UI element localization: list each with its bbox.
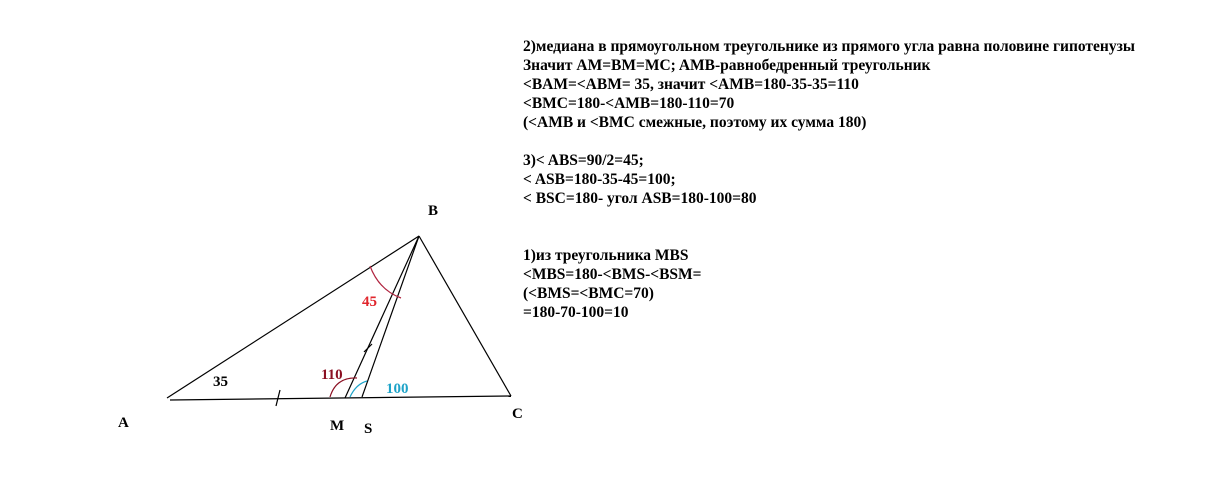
solution-line-1-3: (<BMS=<BMC=70): [523, 285, 654, 302]
side-ac: [170, 396, 511, 400]
solution-line-2-2: Значит AM=BM=MC; AMB-равнобедренный треугольник: [523, 57, 931, 74]
side-bc: [419, 236, 511, 396]
solution-line-1-1: 1)из треугольника MBS: [523, 247, 689, 264]
vertex-label-a: A: [118, 415, 129, 431]
solution-line-3-1: 3)< ABS=90/2=45;: [523, 152, 644, 169]
tick-am: [276, 390, 280, 406]
vertex-label-b: B: [428, 203, 439, 219]
solution-line-3-2: < ASB=180-35-45=100;: [523, 171, 676, 188]
solution-line-2-3: <BAM=<ABM= 35, значит <AMB=180-35-35=110: [523, 76, 859, 93]
vertex-label-c: C: [512, 406, 523, 422]
angle-label-100: 100: [386, 381, 409, 397]
solution-line-1-2: <MBS=180-<BMS-<BSM=: [523, 266, 702, 283]
side-ab: [167, 236, 419, 398]
tick-bm: [364, 344, 372, 352]
solution-line-3-3: < BSC=180- угол ASB=180-100=80: [523, 190, 757, 207]
solution-line-2-4: <BMC=180-<AMB=180-110=70: [523, 95, 735, 112]
solution-line-2-5: (<AMB и <BMC смежные, поэтому их сумма 180): [523, 114, 867, 131]
solution-line-1-4: =180-70-100=10: [523, 304, 629, 321]
angle-label-110: 110: [321, 367, 343, 383]
solution-line-2-1: 2)медиана в прямоугольном треугольнике из прямого угла равна половине гипотенузы: [523, 38, 1135, 55]
vertex-label-m: M: [330, 418, 345, 434]
angle-label-45: 45: [362, 294, 377, 310]
vertex-label-s: S: [364, 421, 373, 437]
angle-label-35: 35: [213, 374, 228, 390]
bisector-bs: [362, 236, 419, 397]
